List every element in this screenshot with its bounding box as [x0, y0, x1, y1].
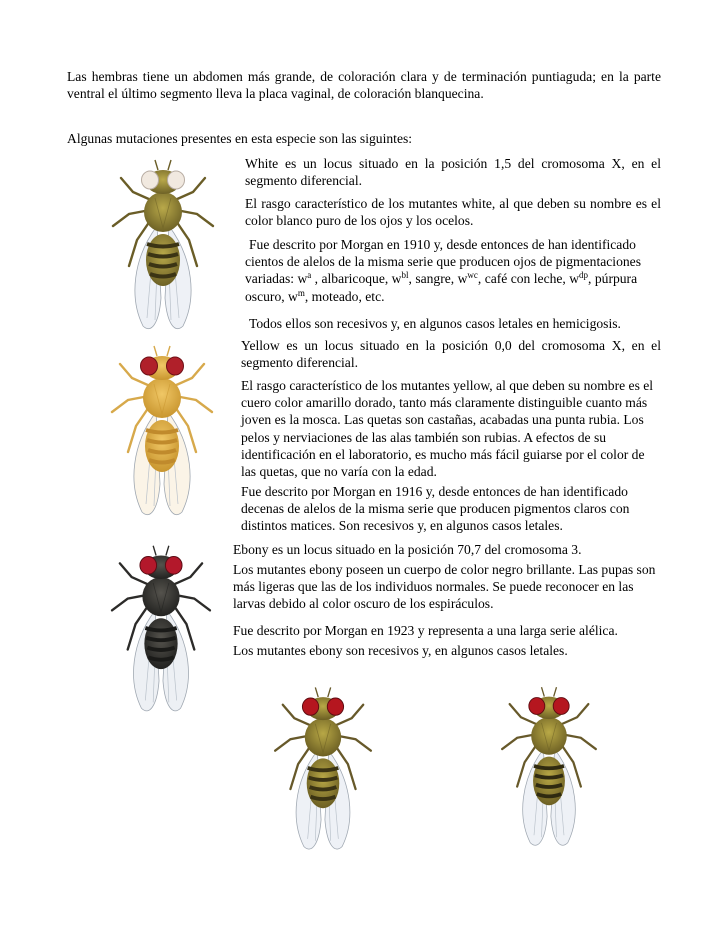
ebony-paragraph-2: Los mutantes ebony poseen un cuerpo de color negro brillante. Las pupas son más ligeras que las de los individuos normales. Se puede reconocer en las larvas debido al color oscuro de los espiráculos.	[233, 562, 656, 612]
ebony-fly-illustration	[97, 534, 225, 720]
mutations-heading: Algunas mutaciones presentes en esta especie son las siguintes:	[67, 131, 413, 146]
ebony-paragraph-1: Ebony es un locus situado en la posición 70,7 del cromosoma 3.	[233, 542, 582, 557]
ebony-paragraph-4: Los mutantes ebony son recesivos y, en algunos casos letales.	[233, 643, 568, 658]
yellow-paragraph-3: Fue descrito por Morgan en 1916 y, desde entonces de han identificado decenas de alelos de la misma serie que producen pigmentos claros con distintos matices. Son recesivos y, en algunos casos letales.	[241, 484, 630, 534]
yellow-paragraph-2: El rasgo característico de los mutantes yellow, al que deben su nombre es el cuero color amarillo dorado, tanto más claramente distinguible cuanto más joven es la mosca. Las quetas son castañas, acabadas una punta rubia. Los pelos y nerviaciones de las alas también son rubias. A efectos de su identificación en el laboratorio, es mucho más fácil guiarse por el color de las quetas, que no varía con la edad.	[241, 378, 654, 480]
white-eyed-fly-illustration	[103, 148, 223, 338]
white-paragraph-3: Fue descrito por Morgan en 1910 y, desde entonces de han identificado cientos de alelos de la misma serie que producen ojos de pigmentaciones variadas: $w^a$ , albaricoque, $w^{bl}$, sangre, $w^{wc}$, café con leche, $w^{dp}$, púrpura oscuro, $w^m$, moteado, etc.	[245, 237, 641, 304]
intro-paragraph: Las hembras tiene un abdomen más grande, de coloración clara y de terminación puntiaguda; en la parte ventral el último segmento lleva la placa vaginal, de coloración blanquecina.	[67, 69, 661, 102]
white-paragraph-2: El rasgo característico de los mutantes white, al que deben su nombre es el color blanco puro de los ojos y los ocelos.	[245, 196, 661, 229]
white-paragraph-4: Todos ellos son recesivos y, en algunos casos letales en hemicigosis.	[249, 316, 621, 331]
ebony-paragraph-3: Fue descrito por Morgan en 1923 y representa a una larga serie alélica.	[233, 623, 618, 638]
white-paragraph-1: White es un locus situado en la posición 1,5 del cromosoma X, en el segmento diferencial.	[245, 156, 661, 189]
wild-type-female-fly-illustration	[258, 676, 388, 858]
wild-type-male-fly-illustration	[488, 676, 610, 854]
yellow-paragraph-1: Yellow es un locus situado en la posición 0,0 del cromosoma X, en el segmento diferencial.	[241, 338, 661, 371]
yellow-fly-illustration	[100, 334, 224, 524]
